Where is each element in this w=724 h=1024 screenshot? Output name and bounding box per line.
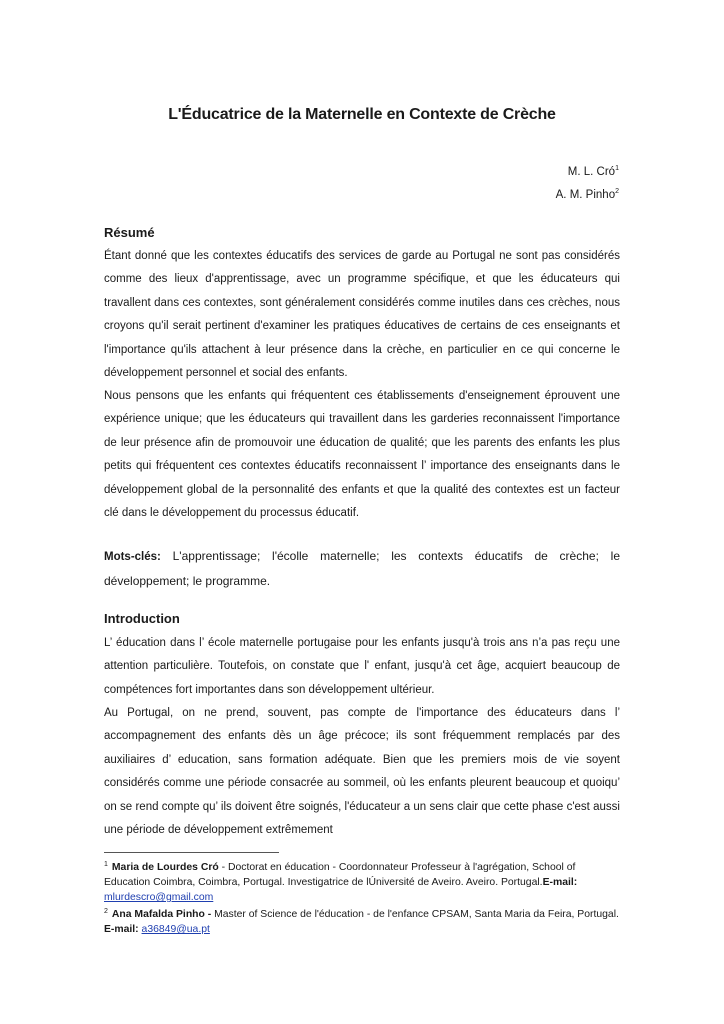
- footnote-author-name: Ana Mafalda Pinho -: [111, 909, 212, 920]
- footnote-mark: 1: [104, 860, 108, 868]
- author-2: [556, 189, 619, 201]
- email-label: E-mail:: [542, 877, 578, 888]
- abstract-heading: Résumé: [104, 225, 155, 240]
- keywords-label: Mots-clés:: [104, 551, 161, 563]
- paper-title: L'Éducatrice de la Maternelle en Contexte de Crèche: [168, 106, 556, 123]
- footnote-2: [104, 907, 622, 937]
- keywords-text: L'apprentissage; l'écolle maternelle; les contexts éducatifs de crèche; le développement; le programme: [104, 549, 620, 588]
- footnote-separator: [104, 852, 279, 853]
- footnote-1: [104, 860, 622, 905]
- email-label: E-mail:: [104, 924, 139, 935]
- footnote-author-name: Maria de Lourdes Cró: [111, 862, 219, 873]
- introduction-paragraph-1: L’ éducation dans l’ école maternelle portugaise pour les enfants jusqu'à trois ans n’a pas reçu une attention particulière. Toutefois, on constate que l' enfant, jusqu'à cet âge, acquiert beaucoup de compétences fort importantes dans son développement ultérieur.: [104, 637, 620, 696]
- footnote-mark: 2: [615, 188, 619, 196]
- abstract-paragraph-1: Étant donné que les contextes éducatifs des services de garde au Portugal ne sont pas considérés comme des lieux d'apprentissage, avec un programme spécifique, et que les éducateurs qui travallent dans ces contextes, sont généralement considérés comme inutiles dans ces crèches, nous croyons qu'il serait pertinent d'examiner les pratiques éducatives de certains de ces enseignants et l'importance qu'ils attachent à leur présence dans la crèche, en particulier en ce qui concerne le développement personnel et social des enfants.: [104, 250, 620, 380]
- keywords-trail: .: [266, 573, 271, 588]
- introduction-heading: Introduction: [104, 611, 180, 626]
- keywords: [104, 545, 620, 593]
- email-link[interactable]: mlurdescro@gmail.com: [104, 892, 214, 903]
- email-link[interactable]: a36849@ua.pt: [141, 924, 210, 935]
- introduction-paragraph-2: Au Portugal, on ne prend, souvent, pas compte de l'importance des éducateurs dans l’ accompagnement des enfants dès un âge précoce; ils sont fréquemment remplacés par des auxiliaires d’ education, sans formation adéquate. Bien que les premiers mois de vie soyent considérés comme une période consacrée au sommeil, où les enfants pleurent beaucoup et quoiqu’ on se rend compte qu’ ils doivent être soignés, l'éducateur a un sens clair que cette phase c'est aussi une période de développement extrêmement: [104, 707, 620, 837]
- footnote-mark: 1: [615, 165, 619, 173]
- footnote-text: Master of Science de l'éducation - de l'enfance CPSAM, Santa Maria da Feira, Portugal.: [211, 909, 619, 920]
- author-name: A. M. Pinho: [555, 189, 616, 201]
- footnote-text: - Doctorat en éducation - Coordonnateur Professeur à l'agrégation, School of Education Coimbra, Coimbra, Portugal. Investigatrice de lÚniversité de Aveiro. Aveiro. Portugal.: [104, 862, 576, 888]
- footnote-mark: 2: [104, 907, 108, 915]
- abstract-paragraph-2: Nous pensons que les enfants qui fréquentent ces établissements d'enseignement éprouvent une expérience unique; que les éducateurs qui travaillent dans les garderies reconnaissent l'importance de leur présence afin de promouvoir une éducation de qualité; que les parents des enfants les plus petits qui fréquentent ces contextes éducatifs reconnaissent l’ importance des enseignants dans le développement global de la personnalité des enfants et que la qualité des contextes est un facteur clé dans le développement du processus éducatif.: [104, 390, 620, 520]
- author-name: M. L. Cró: [567, 166, 616, 178]
- author-1: [568, 166, 619, 178]
